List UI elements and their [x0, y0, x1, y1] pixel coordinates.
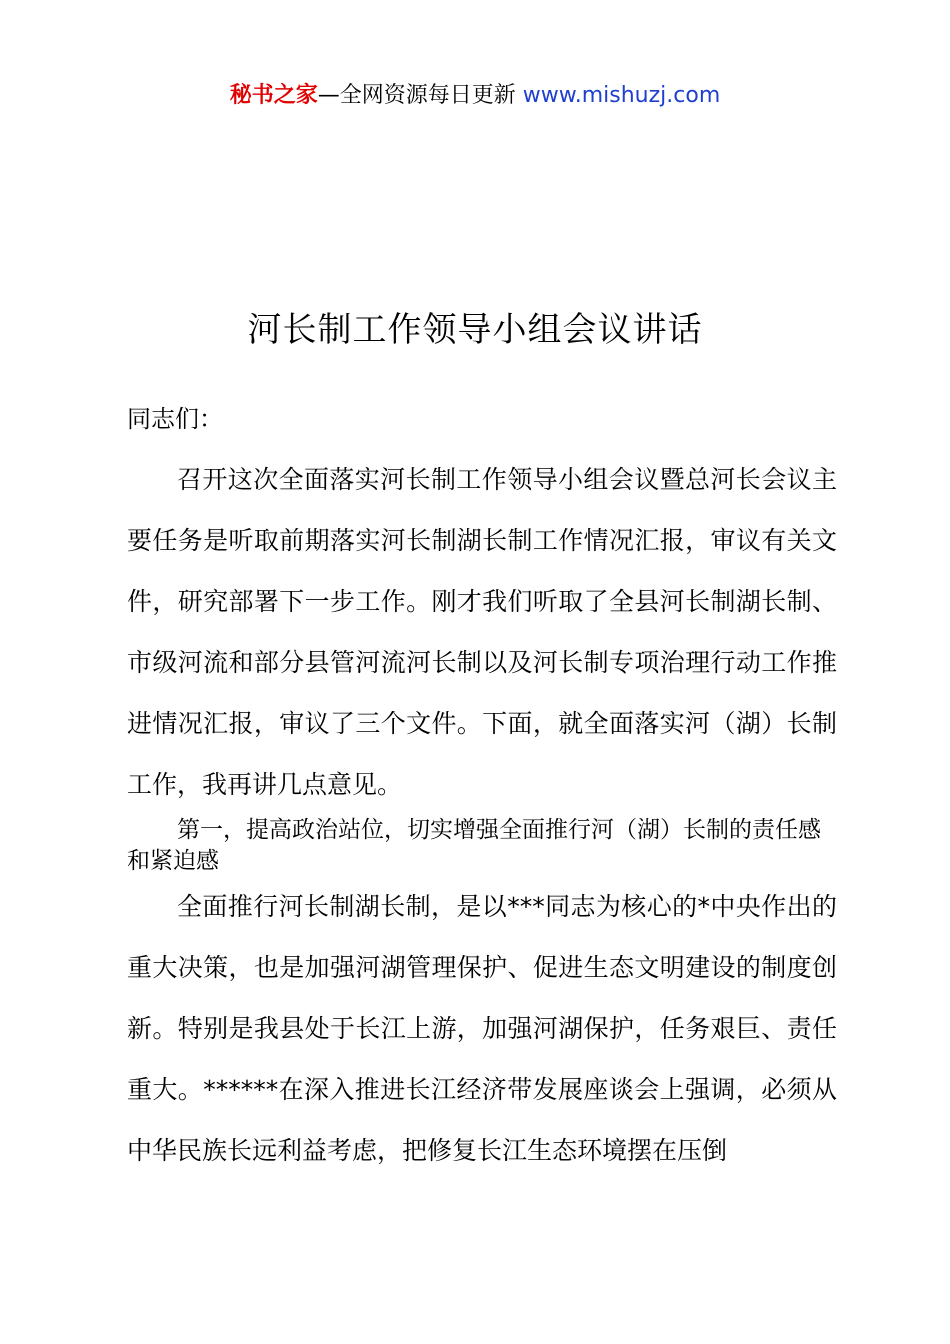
site-brand: 秘书之家: [229, 83, 318, 108]
paragraph-section-1: 全面推行河长制湖长制，是以***同志为核心的*中央作出的重大决策，也是加强河湖管理保护、促进生态文明建设的制度创新。特别是我县处于长江上游，加强河湖保护，任务艰巨、责任重大。******在深入推进长江经济带发展座谈会上强调，必须从中华民族长远利益考虑，把修复长江生态环境摆在压倒: [127, 892, 837, 1165]
greeting: 同志们：: [127, 405, 223, 433]
section-heading-1: 第一，提高政治站位，切实增强全面推行河（湖）长制的责任感和紧迫感: [127, 817, 821, 874]
document-title: 河长制工作领导小组会议讲话: [247, 310, 703, 350]
site-url-link[interactable]: www.mishuzj.com: [522, 83, 721, 108]
site-tagline: —全网资源每日更新: [317, 83, 516, 108]
site-header: [0, 80, 950, 112]
paragraph-intro: 召开这次全面落实河长制工作领导小组会议暨总河长会议主要任务是听取前期落实河长制湖长制工作情况汇报，审议有关文件，研究部署下一步工作。刚才我们听取了全县河长制湖长制、市级河流和部分县管河流河长制以及河长制专项治理行动工作推进情况汇报，审议了三个文件。下面，就全面落实河（湖）长制工作，我再讲几点意见。: [127, 465, 837, 799]
